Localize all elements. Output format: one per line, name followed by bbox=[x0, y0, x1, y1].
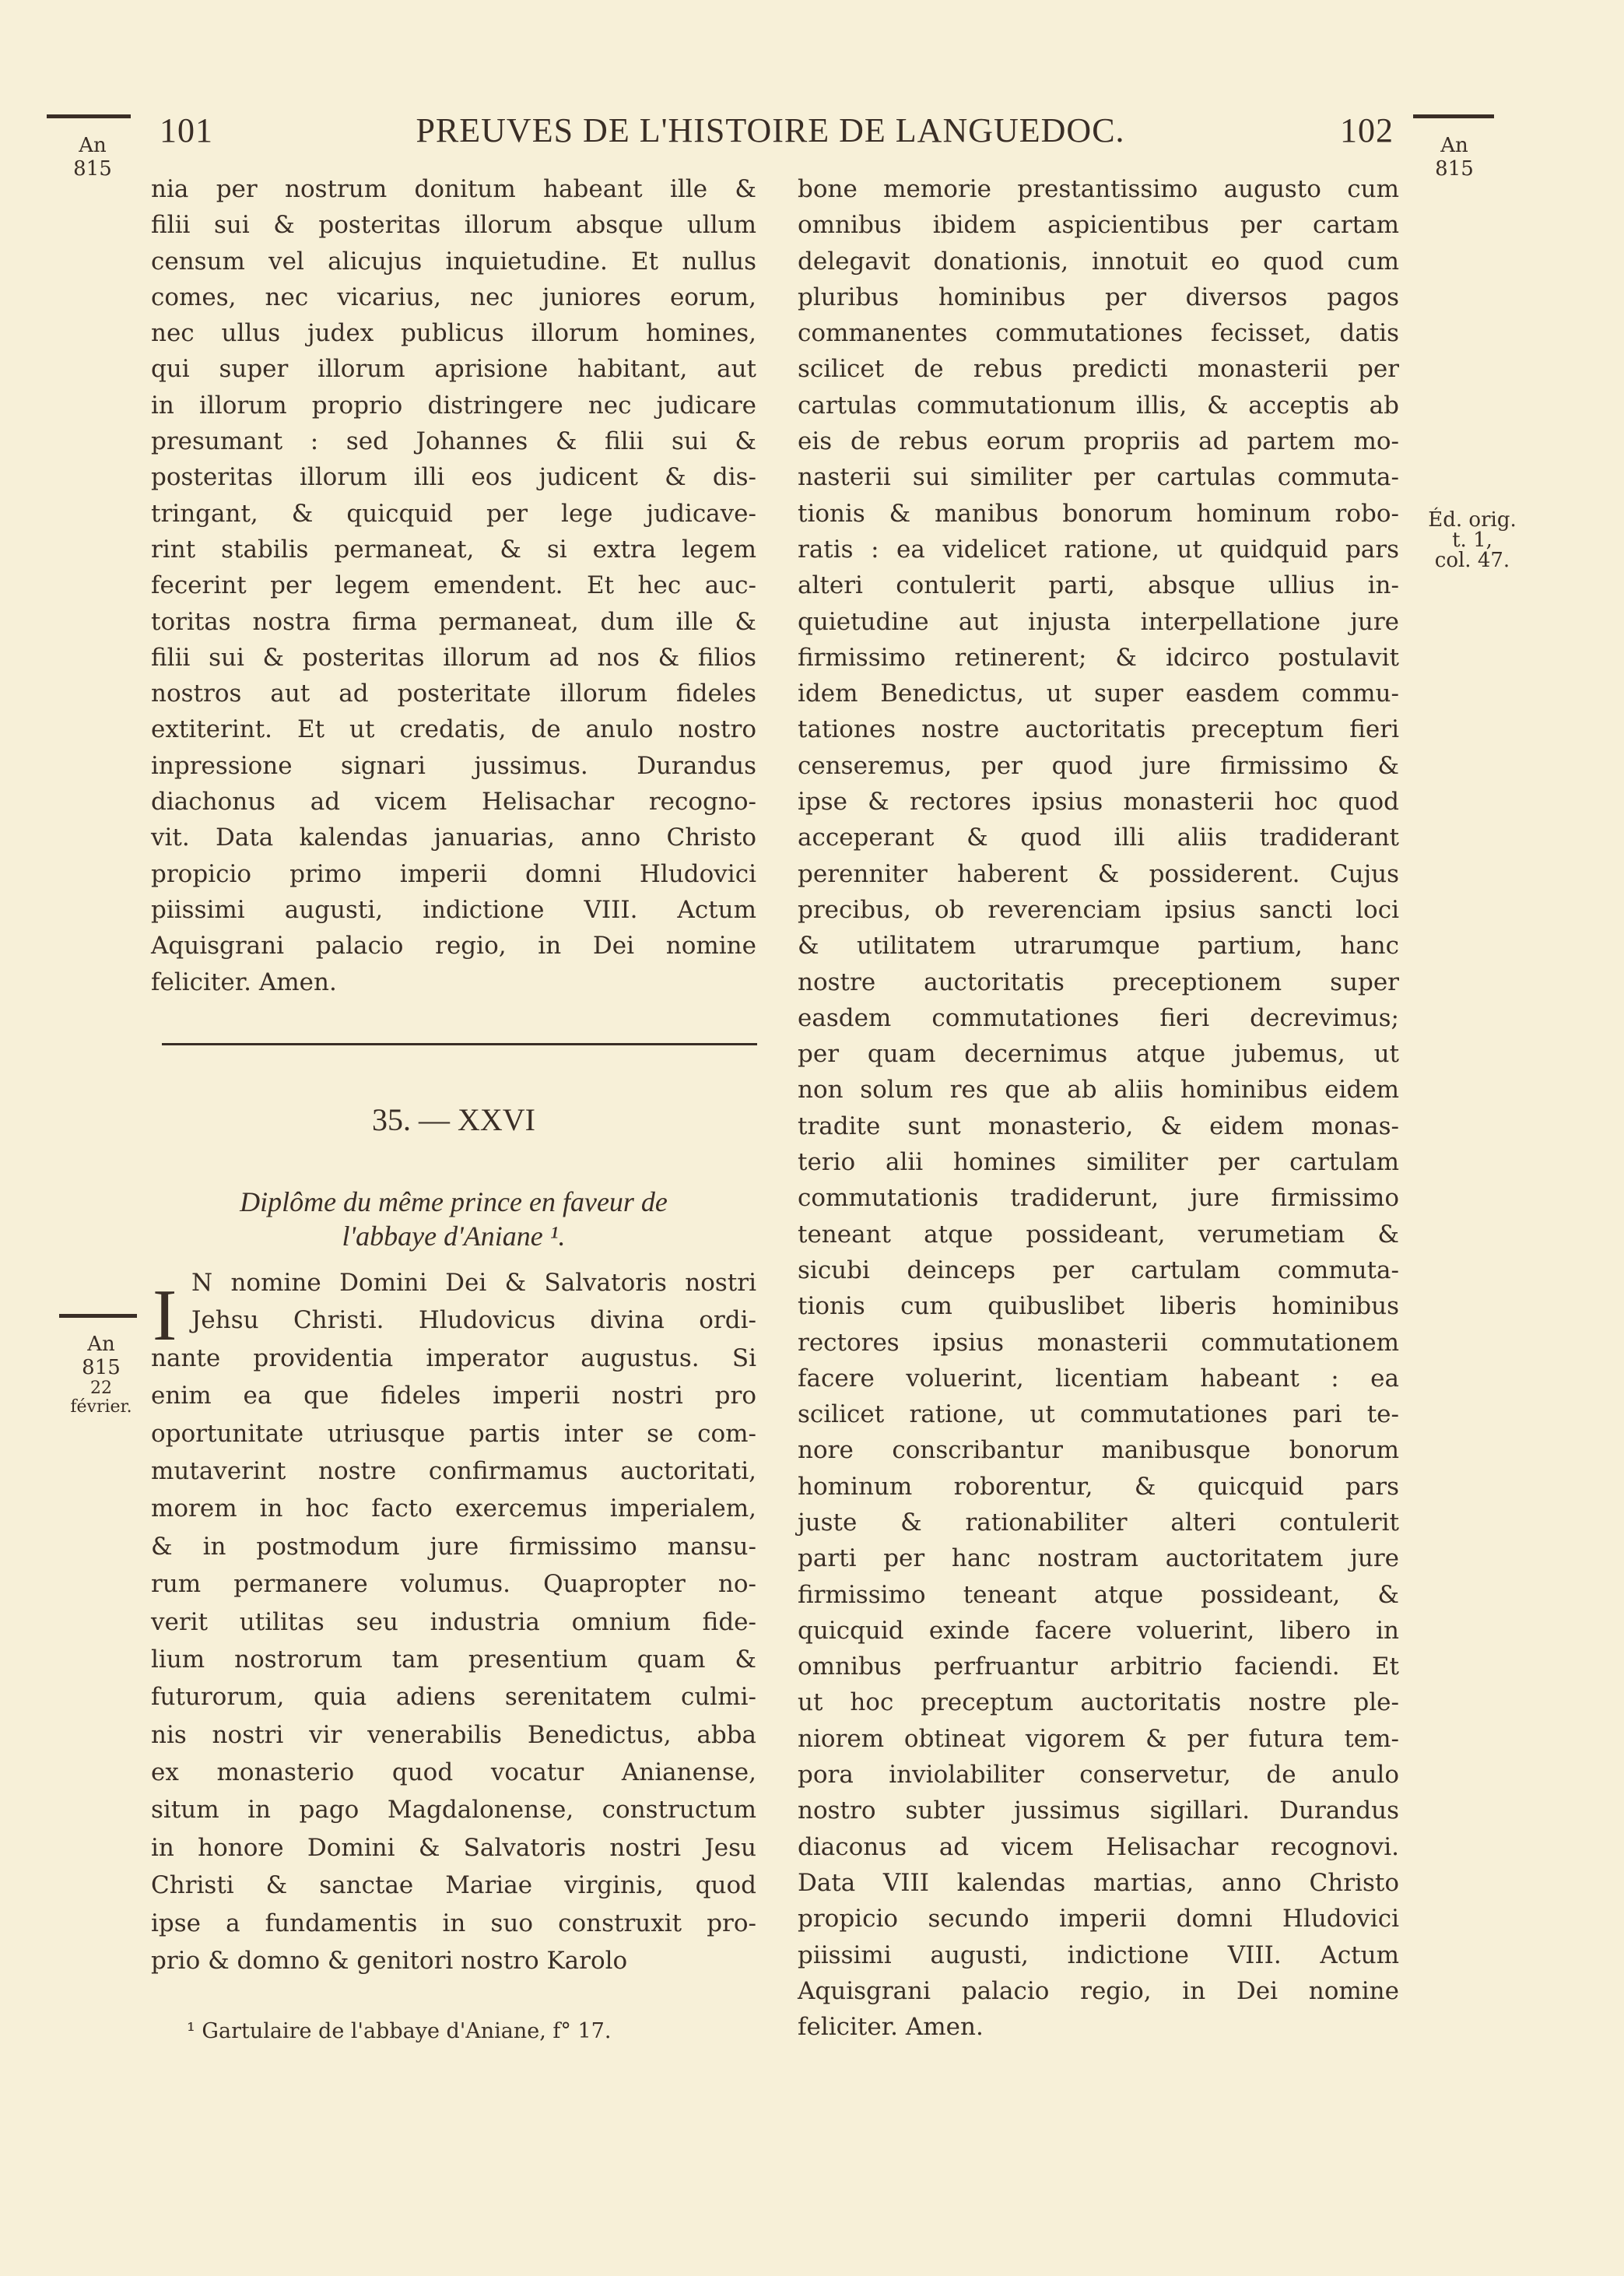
text-line: nore conscribantur manibusque bonorum bbox=[798, 1436, 1399, 1465]
text-line: commutationis tradiderunt, jure firmissimo bbox=[798, 1184, 1399, 1213]
margin-year: 815 bbox=[1435, 157, 1474, 181]
text-line: tionis cum quibuslibet liberis hominibus bbox=[798, 1292, 1399, 1321]
text-line: quietudine aut injusta interpellatione jure bbox=[798, 607, 1399, 636]
text-line: easdem commutationes fieri decrevimus; bbox=[798, 1003, 1399, 1032]
text-line: alteri contulerit parti, absque ullius in- bbox=[798, 571, 1399, 600]
text-line: nostros aut ad posteritate illorum fideles bbox=[151, 680, 756, 708]
text-line: non solum res que ab aliis hominibus eidem bbox=[798, 1076, 1399, 1105]
margin-year: 815 bbox=[73, 157, 112, 181]
text-line: firmissimo retinerent; & idcirco postulavit bbox=[798, 643, 1399, 672]
text-line: tringant, & quicquid per lege judicave- bbox=[151, 499, 756, 528]
text-line: ut hoc preceptum auctoritatis nostre ple- bbox=[798, 1688, 1399, 1717]
text-line: pora inviolabiliter conservetur, de anulo bbox=[798, 1761, 1399, 1790]
margin-year: 815 bbox=[82, 1356, 121, 1379]
text-line: vit. Data kalendas januarias, anno Christo bbox=[151, 824, 756, 852]
text-line: teneant atque possideant, verumetiam & bbox=[798, 1220, 1399, 1249]
margin-col: col. 47. bbox=[1434, 549, 1510, 572]
text-line: perenniter haberent & possiderent. Cujus bbox=[798, 859, 1399, 888]
text-line: tionis & manibus bonorum hominum robo- bbox=[798, 499, 1399, 528]
text-line: sicubi deinceps per cartulam commuta- bbox=[798, 1256, 1399, 1284]
text-line: morem in hoc facto exercemus imperialem, bbox=[151, 1495, 756, 1523]
document-title bbox=[151, 1185, 756, 1253]
text-line: cartulas commutationum illis, & acceptis ab bbox=[798, 391, 1399, 420]
text-line: nis nostri vir venerabilis Benedictus, abba bbox=[151, 1720, 756, 1749]
text-line: & in postmodum jure firmissimo mansu- bbox=[151, 1532, 756, 1561]
text-line: delegavit donationis, innotuit eo quod cum bbox=[798, 247, 1399, 276]
text-line: filii sui & posteritas illorum absque ullum bbox=[151, 211, 756, 240]
document-number: 35. — XXVI bbox=[372, 1102, 535, 1137]
margin-tome: t. 1, bbox=[1452, 529, 1492, 552]
text-line: feliciter. Amen. bbox=[151, 968, 337, 996]
text-line: presumant : sed Johannes & filii sui & bbox=[151, 427, 756, 456]
page-number-right: 102 bbox=[1340, 111, 1394, 149]
text-line: nante providentia imperator augustus. Si bbox=[151, 1343, 756, 1372]
text-line: eis de rebus eorum propriis ad partem mo- bbox=[798, 427, 1399, 456]
text-line: ex monasterio quod vocatur Anianense, bbox=[151, 1758, 756, 1787]
text-line: prio & domno & genitori nostro Karolo bbox=[151, 1947, 628, 1976]
text-line: tradite sunt monasterio, & eidem monas- bbox=[798, 1112, 1399, 1140]
text-line: scilicet ratione, ut commutationes pari te- bbox=[798, 1400, 1399, 1429]
text-line: Aquisgrani palacio regio, in Dei nomine bbox=[151, 932, 756, 961]
text-line: scilicet de rebus predicti monasterii per bbox=[798, 355, 1399, 384]
margin-label: An bbox=[87, 1333, 115, 1356]
drop-cap: I bbox=[153, 1275, 177, 1356]
text-line: juste & rationabiliter alteri contulerit bbox=[798, 1508, 1399, 1537]
text-line: nostre auctoritatis preceptionem super bbox=[798, 968, 1399, 996]
margin-note-original-edition bbox=[1418, 510, 1527, 571]
margin-month: février. bbox=[70, 1397, 132, 1417]
text-line: fecerint per legem emendent. Et hec auc- bbox=[151, 571, 756, 600]
text-line: firmissimo teneant atque possideant, & bbox=[798, 1580, 1399, 1609]
text-line: nec ullus judex publicus illorum homines, bbox=[151, 319, 756, 348]
text-line: piissimi augusti, indictione VIII. Actum bbox=[798, 1941, 1399, 1969]
margin-note-year-left bbox=[65, 134, 120, 181]
text-line: Christi & sanctae Mariae virginis, quod bbox=[151, 1871, 756, 1900]
left-column-text bbox=[151, 171, 756, 1000]
margin-label: An bbox=[1440, 134, 1468, 157]
text-line: verit utilitas seu industria omnium fide- bbox=[151, 1607, 756, 1636]
text-line: omnibus perfruantur arbitrio faciendi. Et bbox=[798, 1653, 1399, 1681]
text-line: comes, nec vicarius, nec juniores eorum, bbox=[151, 283, 756, 311]
text-line: qui super illorum aprisione habitant, aut bbox=[151, 355, 756, 384]
document-body-left bbox=[151, 1264, 756, 1979]
text-line: diachonus ad vicem Helisachar recogno- bbox=[151, 788, 756, 817]
text-line: hominum roborentur, & quicquid pars bbox=[798, 1472, 1399, 1501]
text-line: precibus, ob reverenciam ipsius sancti loci bbox=[798, 895, 1399, 924]
margin-note-document-date bbox=[54, 1333, 148, 1417]
text-line: propicio primo imperii domni Hludovici bbox=[151, 859, 756, 888]
text-line: rint stabilis permaneat, & si extra legem bbox=[151, 535, 756, 564]
margin-rule-document bbox=[59, 1314, 137, 1318]
text-line: facere voluerint, licentiam habeant : ea bbox=[798, 1364, 1399, 1393]
margin-day: 22 bbox=[90, 1379, 112, 1398]
text-line: N nomine Domini Dei & Salvatoris nostri bbox=[191, 1269, 756, 1297]
text-line: inpressione signari jussimus. Durandus bbox=[151, 751, 756, 780]
text-line: censeremus, per quod jure firmissimo & bbox=[798, 751, 1399, 780]
text-line: in illorum proprio distringere nec judicare bbox=[151, 391, 756, 420]
document-title-line: l'abbaye d'Aniane ¹. bbox=[342, 1221, 566, 1252]
header-rule-right bbox=[1413, 114, 1494, 118]
text-line: ipse & rectores ipsius monasterii hoc quod bbox=[798, 788, 1399, 817]
text-line: diaconus ad vicem Helisachar recognovi. bbox=[798, 1832, 1399, 1861]
text-line: idem Benedictus, ut super easdem commu- bbox=[798, 680, 1399, 708]
text-line: & utilitatem utrarumque partium, hanc bbox=[798, 932, 1399, 961]
text-line: nostro subter jussimus sigillari. Durandus bbox=[798, 1797, 1399, 1825]
text-line: nia per nostrum donitum habeant ille & bbox=[151, 175, 756, 203]
right-column-text bbox=[798, 171, 1399, 2045]
text-line: extiterint. Et ut credatis, de anulo nostro bbox=[151, 715, 756, 744]
text-line: rum permanere volumus. Quapropter no- bbox=[151, 1570, 756, 1599]
text-line: in honore Domini & Salvatoris nostri Jesu bbox=[151, 1833, 756, 1862]
margin-label: An bbox=[79, 134, 107, 157]
text-line: niorem obtineat vigorem & per futura tem- bbox=[798, 1724, 1399, 1753]
text-line: terio alii homines similiter per cartulam bbox=[798, 1148, 1399, 1177]
text-line: ipse a fundamentis in suo construxit pro- bbox=[151, 1909, 756, 1937]
running-title: PREUVES DE L'HISTOIRE DE LANGUEDOC. bbox=[416, 111, 1125, 149]
text-line: tationes nostre auctoritatis preceptum fieri bbox=[798, 715, 1399, 744]
text-line: lium nostrorum tam presentium quam & bbox=[151, 1645, 756, 1674]
text-line: ratis : ea videlicet ratione, ut quidquid pars bbox=[798, 535, 1399, 564]
text-line: toritas nostra firma permaneat, dum ille & bbox=[151, 607, 756, 636]
text-line: nasterii sui similiter per cartulas commuta- bbox=[798, 463, 1399, 492]
text-line: situm in pago Magdalonense, constructum bbox=[151, 1796, 756, 1825]
text-line: acceperant & quod illi aliis tradiderant bbox=[798, 824, 1399, 852]
footnote: ¹ Gartulaire de l'abbaye d'Aniane, f° 17. bbox=[187, 2019, 612, 2043]
text-line: oportunitate utriusque partis inter se com- bbox=[151, 1419, 756, 1448]
text-line: bone memorie prestantissimo augusto cum bbox=[798, 175, 1399, 203]
text-line: quicquid exinde facere voluerint, libero in bbox=[798, 1616, 1399, 1645]
text-line: futurorum, quia adiens serenitatem culmi- bbox=[151, 1683, 756, 1712]
text-line: feliciter. Amen. bbox=[798, 2013, 984, 2042]
text-line: censum vel alicujus inquietudine. Et nullus bbox=[151, 247, 756, 276]
text-line: propicio secundo imperii domni Hludovici bbox=[798, 1905, 1399, 1934]
text-line: mutaverint nostre confirmamus auctoritati, bbox=[151, 1456, 756, 1485]
text-line: Data VIII kalendas martias, anno Christo bbox=[798, 1868, 1399, 1897]
margin-ed: Éd. orig. bbox=[1428, 508, 1517, 532]
page-number-left: 101 bbox=[160, 111, 213, 149]
text-line: parti per hanc nostram auctoritatem jure bbox=[798, 1544, 1399, 1573]
text-line: omnibus ibidem aspicientibus per cartam bbox=[798, 211, 1399, 240]
text-line: Aquisgrani palacio regio, in Dei nomine bbox=[798, 1976, 1399, 2005]
text-line: enim ea que fideles imperii nostri pro bbox=[151, 1382, 756, 1410]
text-line: filii sui & posteritas illorum ad nos & filios bbox=[151, 643, 756, 672]
header-rule-left bbox=[47, 114, 131, 118]
margin-note-year-right bbox=[1427, 134, 1482, 181]
text-line: commanentes commutationes fecisset, datis bbox=[798, 319, 1399, 348]
text-line: piissimi augusti, indictione VIII. Actum bbox=[151, 895, 756, 924]
text-line: Jehsu Christi. Hludovicus divina ordi- bbox=[191, 1306, 756, 1335]
section-divider bbox=[162, 1043, 757, 1045]
text-line: per quam decernimus atque jubemus, ut bbox=[798, 1040, 1399, 1069]
document-title-line: Diplôme du même prince en faveur de bbox=[240, 1186, 668, 1217]
text-line: posteritas illorum illi eos judicent & dis- bbox=[151, 463, 756, 492]
text-line: rectores ipsius monasterii commutationem bbox=[798, 1328, 1399, 1357]
text-line: pluribus hominibus per diversos pagos bbox=[798, 283, 1399, 311]
